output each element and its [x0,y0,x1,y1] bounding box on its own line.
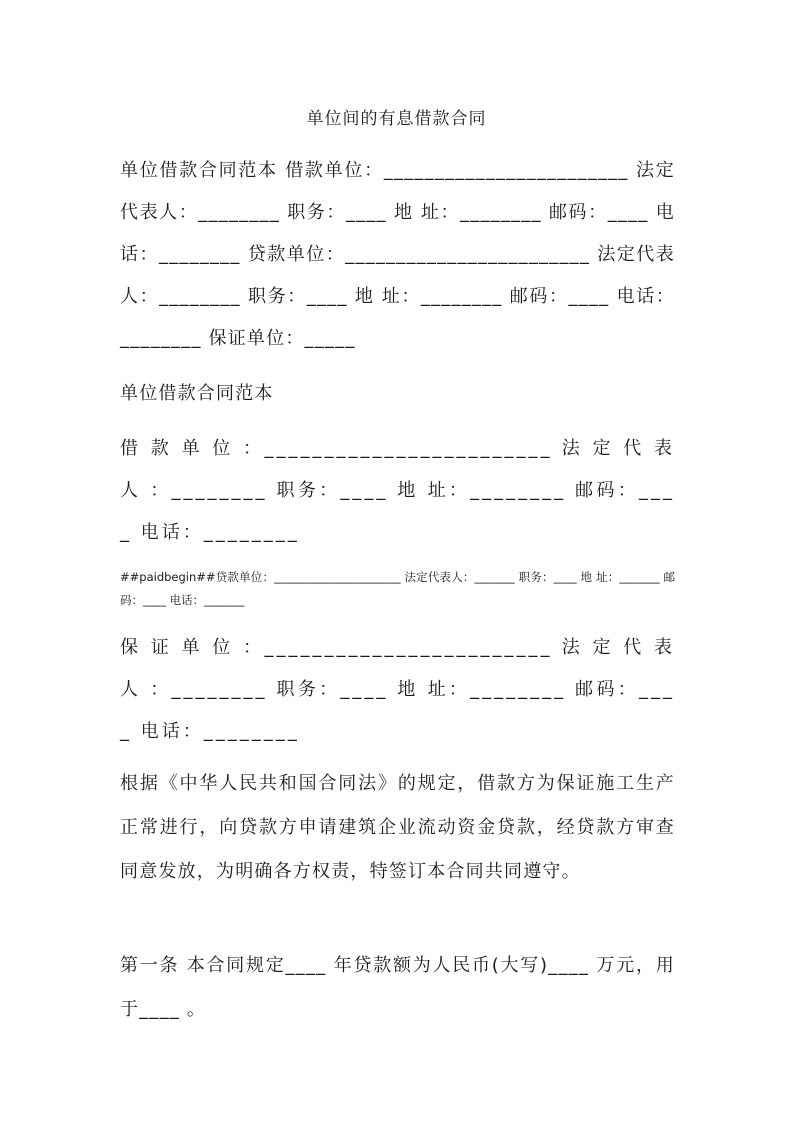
lender-block [120,566,675,612]
heading-block [120,373,675,415]
header-parties-paragraph: 单位借款合同范本 借款单位：________________________ 法定代表人：________ 职务：____ 地 址：________ 邮码：____ 电话：________ 贷款单位：________________________ 法定代表人：________ 职务：____ 地 址：________ 邮码：____ 电话：________ 保证单位：_____ [120,160,675,349]
header-parties-block [120,150,675,360]
preamble-block [120,762,675,894]
borrower-paragraph: 借 款 单 位 ：________________________ 法 定 代 表 人 ：________ 职务：____ 地 址：________ 邮码：____ 电话：________ [120,438,675,543]
contract-heading: 单位借款合同范本 [120,383,274,404]
document-title: 单位间的有息借款合同 [306,109,487,129]
article-1-paragraph: 第一条 本合同规定____ 年贷款额为人民币(大写)____ 万元，用于____ 。 [120,955,675,1020]
lender-paragraph: ##paidbegin##贷款单位：______________________ 法定代表人：_______ 职务：____ 地 址：_______ 邮码：____ 电话：_______ [120,570,675,607]
guarantor-paragraph: 保 证 单 位 ：________________________ 法 定 代 表 人 ：________ 职务：____ 地 址：________ 邮码：____ 电话：________ [120,637,675,742]
preamble-paragraph: 根据《中华人民共和国合同法》的规定，借款方为保证施工生产正常进行，向贷款方申请建筑企业流动资金贷款，经贷款方审查同意发放，为明确各方权责，特签订本合同共同遵守。 [120,773,675,882]
guarantor-block [120,627,675,753]
article-1-block [120,944,675,1032]
borrower-block [120,428,675,554]
